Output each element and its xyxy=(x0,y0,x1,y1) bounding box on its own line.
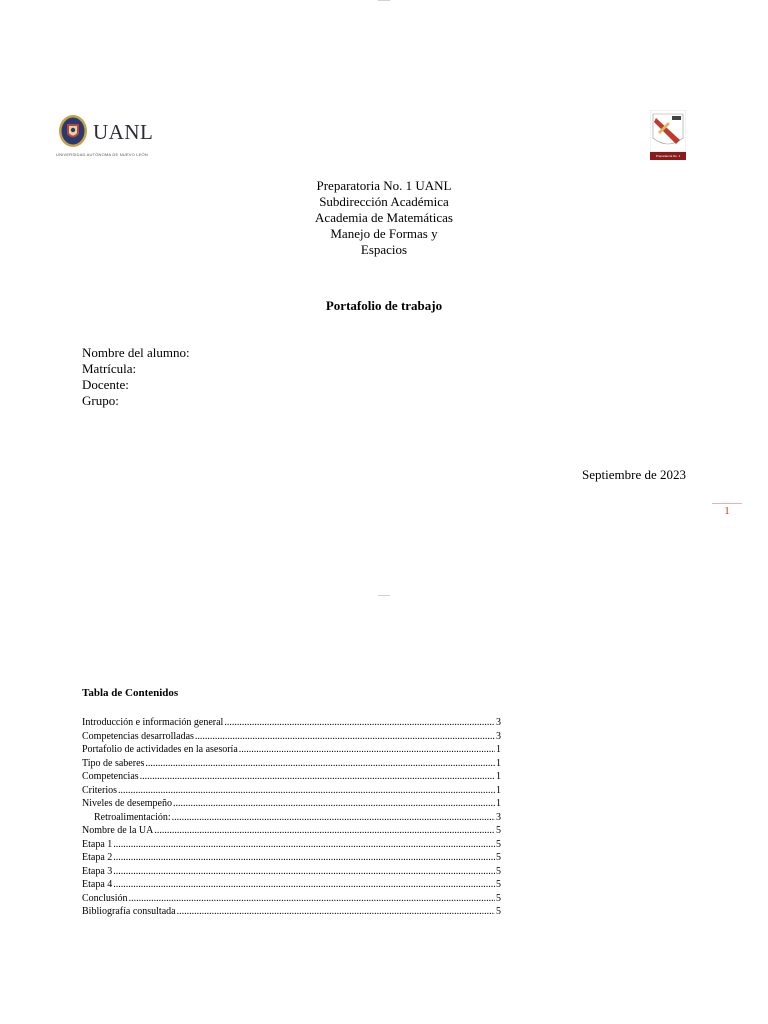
toc-entry-label: Etapa 1 xyxy=(82,838,113,850)
toc-dot-leader xyxy=(140,770,495,784)
toc-dot-leader xyxy=(113,838,495,852)
toc-entry-page: 5 xyxy=(496,852,501,863)
page-top-mark xyxy=(378,0,390,1)
toc-entry[interactable] xyxy=(82,851,501,865)
toc-entry-label: Nombre de la UA xyxy=(82,825,154,836)
prepa-badge-label: Preparatoria No. 1 xyxy=(650,152,686,160)
toc-dot-leader xyxy=(172,811,495,825)
document-date: Septiembre de 2023 xyxy=(582,467,686,482)
uanl-logo xyxy=(56,114,156,160)
portfolio-title: Portafolio de trabajo xyxy=(325,298,443,313)
institution-header xyxy=(234,178,534,258)
toc-entry[interactable] xyxy=(82,730,501,744)
toc-entry-page: 5 xyxy=(496,825,501,836)
toc-entry[interactable] xyxy=(82,865,501,879)
toc-entry-label: Etapa 3 xyxy=(82,865,113,877)
prepa-1-shield-icon xyxy=(650,110,686,152)
toc-entry[interactable] xyxy=(82,878,501,892)
toc-entry[interactable] xyxy=(82,770,501,784)
toc-entry[interactable] xyxy=(82,905,501,919)
toc-dot-leader xyxy=(113,865,495,879)
toc-dot-leader xyxy=(113,851,495,865)
page-number: 1 xyxy=(724,505,730,517)
toc-entry-page: 3 xyxy=(496,717,501,728)
uanl-subtitle: UNIVERSIDAD AUTÓNOMA DE NUEVO LEÓN xyxy=(56,152,148,157)
student-fields xyxy=(82,345,190,409)
toc-entry-label: Competencias desarrolladas xyxy=(82,730,194,742)
toc-dot-leader xyxy=(177,905,495,919)
prepa-logo xyxy=(650,110,686,160)
toc-entry-label: Conclusión xyxy=(82,892,128,904)
toc-dot-leader xyxy=(145,757,495,771)
toc-entry-page: 5 xyxy=(496,892,501,904)
toc-entry[interactable] xyxy=(82,716,501,730)
toc-dot-leader xyxy=(118,784,495,798)
toc-entry-label: Etapa 2 xyxy=(82,852,113,863)
page-break-mark xyxy=(378,595,390,596)
uanl-seal-icon xyxy=(58,114,88,148)
toc-entry-label: Competencias xyxy=(82,771,139,782)
toc-entry[interactable] xyxy=(82,743,501,757)
toc-entry[interactable] xyxy=(82,784,501,798)
toc-entry[interactable] xyxy=(82,838,501,852)
toc-entry-page: 5 xyxy=(496,906,501,917)
enrollment-label: Matrícula: xyxy=(82,361,137,376)
toc-entry[interactable] xyxy=(82,797,501,811)
toc-entry-page: 1 xyxy=(496,798,501,809)
toc-dot-leader xyxy=(154,824,495,838)
toc-entry-label: Retroalimentación: xyxy=(94,811,171,823)
header-line: Manejo de Formas y xyxy=(330,226,438,241)
toc-entry-page: 1 xyxy=(496,784,501,796)
toc-entry-label: Bibliografía consultada xyxy=(82,906,176,917)
toc-entry-label: Criterios xyxy=(82,784,117,796)
toc-entry[interactable] xyxy=(82,757,501,771)
page-number-rule xyxy=(712,503,742,504)
toc-dot-leader xyxy=(224,716,495,730)
student-name-label: Nombre del alumno: xyxy=(82,345,190,360)
toc-entry-label: Etapa 4 xyxy=(82,879,113,890)
table-of-contents xyxy=(82,716,501,919)
toc-dot-leader xyxy=(239,743,495,757)
toc-entry[interactable] xyxy=(82,811,501,825)
toc-entry[interactable] xyxy=(82,892,501,906)
toc-entry-label: Tipo de saberes xyxy=(82,757,145,769)
toc-entry[interactable] xyxy=(82,824,501,838)
toc-dot-leader xyxy=(113,878,495,892)
header-line: Preparatoria No. 1 UANL xyxy=(316,178,452,193)
teacher-label: Docente: xyxy=(82,377,129,392)
header-line: Academia de Matemáticas xyxy=(315,210,453,225)
toc-entry-label: Niveles de desempeño xyxy=(82,798,172,809)
toc-title: Tabla de Contenidos xyxy=(82,687,179,699)
toc-entry-page: 1 xyxy=(496,757,501,769)
toc-entry-label: Introducción e información general xyxy=(82,717,224,728)
toc-entry-page: 5 xyxy=(496,879,501,890)
toc-dot-leader xyxy=(129,892,495,906)
header-line: Subdirección Académica xyxy=(319,194,449,209)
toc-entry-page: 1 xyxy=(496,771,501,782)
toc-entry-label: Portafolio de actividades en la asesoría xyxy=(82,744,238,755)
toc-entry-page: 1 xyxy=(496,744,501,755)
toc-dot-leader xyxy=(195,730,495,744)
toc-entry-page: 3 xyxy=(496,730,501,742)
toc-entry-page: 5 xyxy=(496,865,501,877)
uanl-wordmark: UANL xyxy=(93,120,154,144)
group-label: Grupo: xyxy=(82,393,119,408)
toc-entry-page: 3 xyxy=(496,811,501,823)
toc-entry-page: 5 xyxy=(496,838,501,850)
toc-dot-leader xyxy=(173,797,495,811)
header-line: Espacios xyxy=(360,242,408,257)
